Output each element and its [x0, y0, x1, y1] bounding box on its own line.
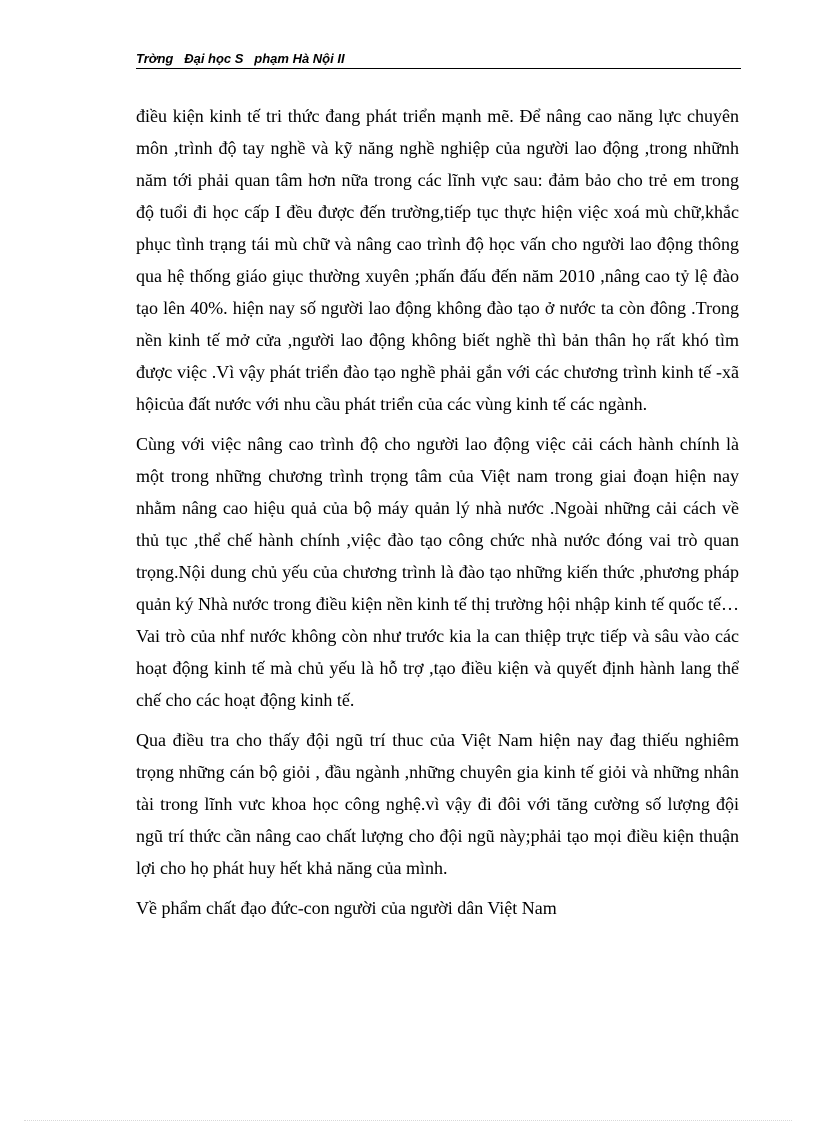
paragraph-2: Cùng với việc nâng cao trình độ cho người lao động việc cải cách hành chính là một trong những chương trình trọng tâm của Việt nam trong giai đoạn hiện nay nhằm nâng cao hiệu quả của bộ máy quản lý nhà nước .Ngoài những cải cách về thủ tục ,thể chế hành chính ,việc đào tạo công chức nhà nước đóng vai trò quan trọng.Nội dung chủ yếu của chương trình là đào tạo những kiến thức ,phương pháp quản ký Nhà nước trong điều kiện nền kinh tế thị trường hội nhập kinh tế quốc tế…Vai trò của nhf nước không còn như trước kia la can thiệp trực tiếp và sâu vào các hoạt động kinh tế mà chủ yếu là hỗ trợ ,tạo điều kiện và quyết định hành lang thể chế cho các hoạt động kinh tế. [136, 434, 739, 710]
paragraph-1: điều kiện kinh tế tri thức đang phát triển mạnh mẽ. Để nâng cao năng lực chuyên môn ,trình độ tay nghề và kỹ năng nghề nghiệp của người lao động ,trong nhữnh năm tới phải quan tâm hơn nữa trong các lĩnh vực sau: đảm bảo cho trẻ em trong độ tuổi đi học cấp I đều được đến trường,tiếp tục thực hiện việc xoá mù chữ,khắc phục tình trạng tái mù chữ và nâng cao trình độ học vấn cho người lao động thông qua hệ thống giáo giục thường xuyên ;phấn đấu đến năm 2010 ,nâng cao tỷ lệ đào tạo lên 40%. hiện nay số người lao động không đào tạo ở nước ta còn đông .Trong nền kinh tế mở cửa ,người lao động không biết nghề thì bản thân họ rất khó tìm được việc .Vì vậy phát triển đào tạo nghề phải gắn với các chương trình kinh tế -xã hộicủa đất nước với nhu cầu phát triển của các vùng kinh tế các ngành. [136, 106, 739, 414]
paragraph-3: Qua điều tra cho thấy đội ngũ trí thuc của Việt Nam hiện nay đag thiếu nghiêm trọng những cán bộ giỏi , đầu ngành ,những chuyên gia kinh tế giỏi và những nhân tài trong lĩnh vưc khoa học công nghệ.vì vậy đi đôi với tăng cường số lượng đội ngũ trí thức cần nâng cao chất lượng cho đội ngũ này;phải tạo mọi điều kiện thuận lợi cho họ phát huy hết khả năng của mình. [136, 730, 739, 878]
paragraph-4: Về phẩm chất đạo đức-con người của người dân Việt Nam [136, 898, 557, 918]
page-header: Trờng Đại học S phạm Hà Nội II [136, 50, 741, 69]
document-body [136, 100, 739, 932]
page-bottom-divider [24, 1120, 792, 1121]
